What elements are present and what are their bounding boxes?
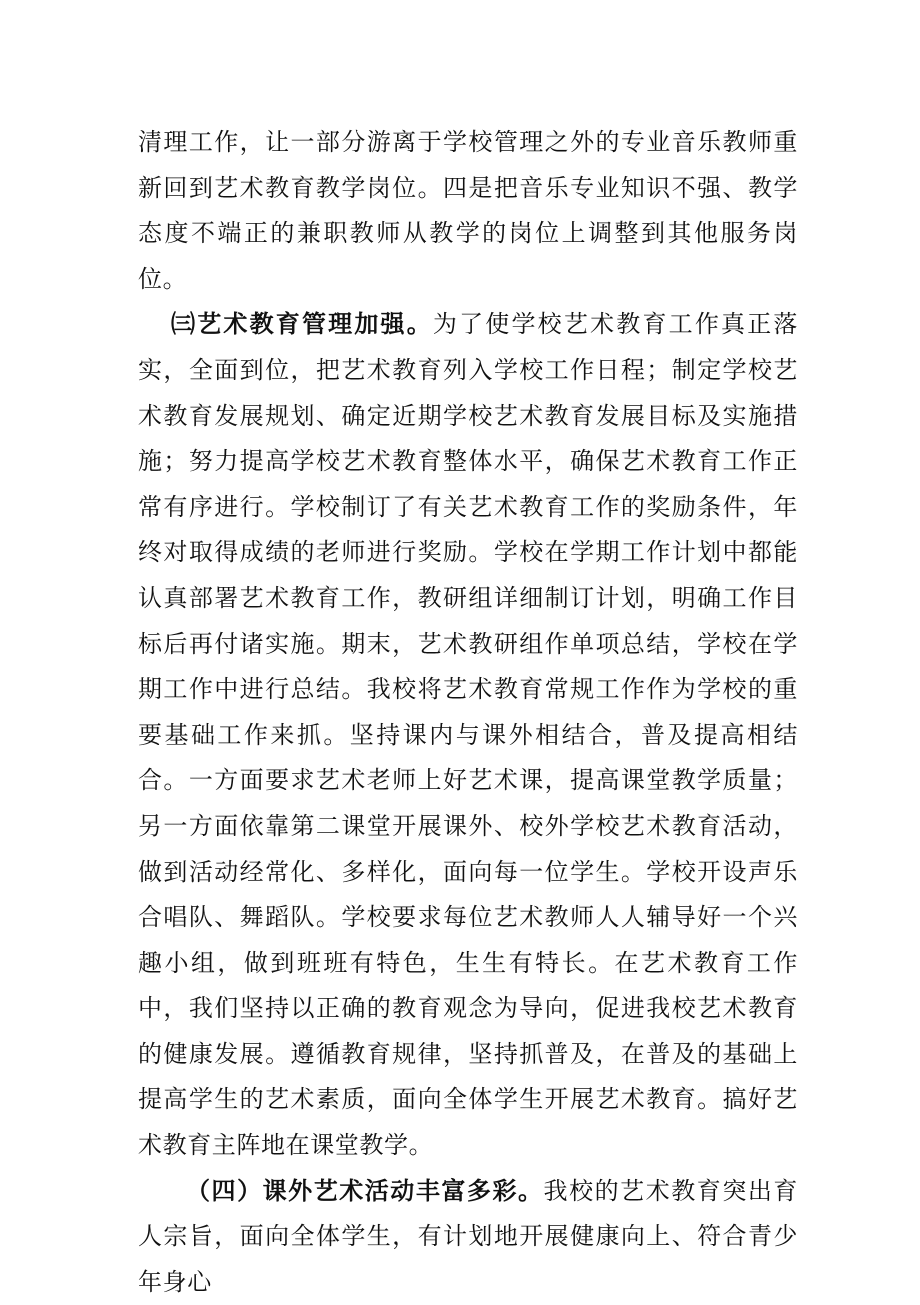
paragraph-section-4 (138, 1169, 798, 1305)
paragraph-body-text: 为了使学校艺术教育工作真正落实，全面到位，把艺术教育列入学校工作日程；制定学校艺术教育发展规划、确定近期学校艺术教育发展目标及实施措施；努力提高学校艺术教育整体水平，确保艺术教育工作正常有序进行。学校制订了有关艺术教育工作的奖励条件，年终对取得成绩的老师进行奖励。学校在学期工作计划中都能认真部署艺术教育工作，教研组详细制订计划，明确工作目标后再付诸实施。期末，艺术教研组作单项总结，学校在学期工作中进行总结。我校将艺术教育常规工作作为学校的重要基础工作来抓。坚持课内与课外相结合，普及提高相结合。一方面要求艺术老师上好艺术课，提高课堂教学质量；另一方面依靠第二课堂开展课外、校外学校艺术教育活动，做到活动经常化、多样化，面向每一位学生。学校开设声乐合唱队、舞蹈队。学校要求每位艺术教师人人辅导好一个兴趣小组，做到班班有特色，生生有特长。在艺术教育工作中，我们坚持以正确的教育观念为导向，促进我校艺术教育的健康发展。遵循教育规律，坚持抓普及，在普及的基础上提高学生的艺术素质，面向全体学生开展艺术教育。搞好艺术教育主阵地在课堂教学。 (138, 310, 799, 1160)
paragraph-continuation (138, 120, 798, 302)
document-body (138, 120, 798, 1305)
paragraph-body-text: 我校的艺术教育突出育人宗旨，面向全体学生，有计划地开展健康向上、符合青少年身心 (138, 1176, 798, 1296)
section-heading: （四）课外艺术活动丰富多彩。 (186, 1176, 544, 1205)
paragraph-section-3 (138, 302, 798, 1168)
section-heading: ㈢艺术教育管理加强。 (171, 310, 433, 339)
paragraph-body-text: 清理工作，让一部分游离于学校管理之外的专业音乐教师重新回到艺术教育教学岗位。四是把音乐专业知识不强、教学态度不端正的兼职教师从教学的岗位上调整到其他服务岗位。 (138, 128, 798, 293)
